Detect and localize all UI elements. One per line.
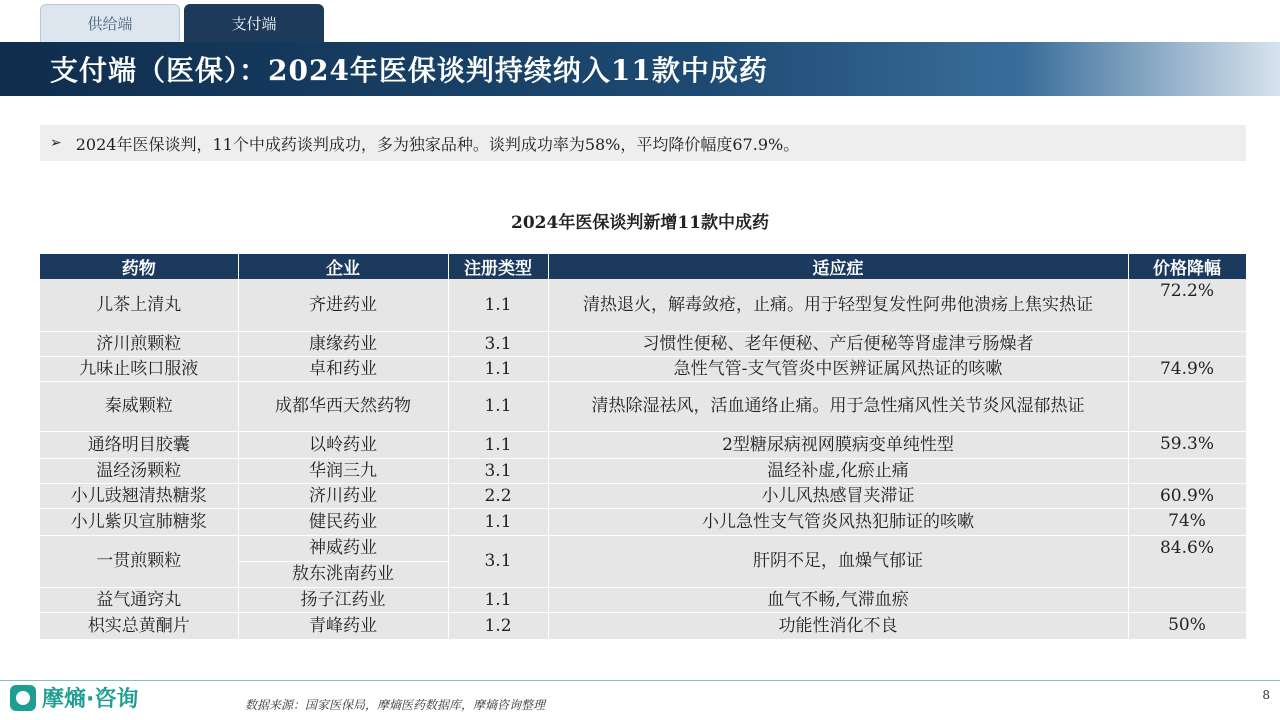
page-number: 8 <box>1262 688 1270 702</box>
cell-indication: 清热除湿祛风，活血通络止痛。用于急性痛风性关节炎风湿郁热证 <box>548 381 1128 431</box>
cell-price: 72.2% <box>1128 279 1246 331</box>
cell-type: 1.1 <box>448 279 548 331</box>
cell-indication: 血气不畅,气滞血瘀 <box>548 587 1128 612</box>
cell-indication: 2型糖尿病视网膜病变单纯性型 <box>548 431 1128 458</box>
logo-icon <box>10 685 36 711</box>
cell-type: 1.1 <box>448 356 548 381</box>
cell-type: 3.1 <box>448 331 548 356</box>
cell-type: 3.1 <box>448 458 548 483</box>
cell-drug: 儿茶上清丸 <box>40 279 238 331</box>
header-price: 价格降幅 <box>1128 254 1246 279</box>
table-row <box>40 458 1246 483</box>
cell-indication: 小儿急性支气管炎风热犯肺证的咳嗽 <box>548 508 1128 535</box>
cell-company: 华润三九 <box>238 458 448 483</box>
cell-type: 1.1 <box>448 431 548 458</box>
cell-price: 50% <box>1128 612 1246 639</box>
footer-divider <box>0 680 1280 681</box>
cell-company: 扬子江药业 <box>238 587 448 612</box>
title-bar <box>0 42 1280 96</box>
cell-indication: 温经补虚,化瘀止痛 <box>548 458 1128 483</box>
cell-indication: 清热退火，解毒敛疮，止痛。用于轻型复发性阿弗他溃疡上焦实热证 <box>548 279 1128 331</box>
cell-company: 神威药业 <box>238 535 448 561</box>
data-source-note: 数据来源：国家医保局，摩熵医药数据库，摩熵咨询整理 <box>245 698 546 712</box>
cell-drug: 枳实总黄酮片 <box>40 612 238 639</box>
header-drug: 药物 <box>40 254 238 279</box>
summary-text: 2024年医保谈判，11个中成药谈判成功，多为独家品种。谈判成功率为58%，平均降价幅度67.9%。 <box>75 134 800 154</box>
cell-price <box>1128 587 1246 612</box>
cell-drug: 小儿豉翘清热糖浆 <box>40 483 238 508</box>
cell-company: 济川药业 <box>238 483 448 508</box>
cell-company: 健民药业 <box>238 508 448 535</box>
cell-company: 卓和药业 <box>238 356 448 381</box>
cell-company: 以岭药业 <box>238 431 448 458</box>
cell-drug: 济川煎颗粒 <box>40 331 238 356</box>
cell-company: 成都华西天然药物 <box>238 381 448 431</box>
cell-type: 1.1 <box>448 587 548 612</box>
cell-price <box>1128 458 1246 483</box>
table-row <box>40 331 1246 356</box>
header-company: 企业 <box>238 254 448 279</box>
cell-company: 康缘药业 <box>238 331 448 356</box>
cell-indication: 习惯性便秘、老年便秘、产后便秘等肾虚津亏肠燥者 <box>548 331 1128 356</box>
logo-text: 摩熵·咨询 <box>42 687 139 712</box>
cell-drug: 通络明目胶囊 <box>40 431 238 458</box>
header-type: 注册类型 <box>448 254 548 279</box>
bullet-arrow-icon: ➢ <box>50 135 62 151</box>
cell-indication: 肝阴不足，血燥气郁证 <box>548 535 1128 587</box>
cell-company: 齐进药业 <box>238 279 448 331</box>
cell-drug: 温经汤颗粒 <box>40 458 238 483</box>
cell-price <box>1128 331 1246 356</box>
table-row <box>40 431 1246 458</box>
cell-price: 74% <box>1128 508 1246 535</box>
cell-drug: 小儿紫贝宣肺糖浆 <box>40 508 238 535</box>
tab-supply[interactable]: 供给端 <box>40 4 180 42</box>
table-header-row <box>40 254 1246 279</box>
cell-type: 2.2 <box>448 483 548 508</box>
cell-type: 1.1 <box>448 381 548 431</box>
cell-type: 3.1 <box>448 535 548 587</box>
cell-indication: 小儿风热感冒夹滞证 <box>548 483 1128 508</box>
cell-indication: 功能性消化不良 <box>548 612 1128 639</box>
cell-drug: 益气通窍丸 <box>40 587 238 612</box>
cell-type: 1.1 <box>448 508 548 535</box>
cell-drug: 秦威颗粒 <box>40 381 238 431</box>
cell-price <box>1128 381 1246 431</box>
cell-price: 60.9% <box>1128 483 1246 508</box>
table-row <box>40 508 1246 535</box>
cell-price: 84.6% <box>1128 535 1246 587</box>
cell-indication: 急性气管-支气管炎中医辨证属风热证的咳嗽 <box>548 356 1128 381</box>
drug-table <box>40 254 1247 640</box>
tab-payment[interactable]: 支付端 <box>184 4 324 42</box>
cell-type: 1.2 <box>448 612 548 639</box>
table-row <box>40 587 1246 612</box>
tab-bar <box>40 4 324 42</box>
cell-price: 59.3% <box>1128 431 1246 458</box>
header-indication: 适应症 <box>548 254 1128 279</box>
cell-drug: 九味止咳口服液 <box>40 356 238 381</box>
table-row <box>40 356 1246 381</box>
table-title: 2024年医保谈判新增11款中成药 <box>511 213 769 233</box>
brand-logo <box>10 682 138 713</box>
cell-company: 青峰药业 <box>238 612 448 639</box>
table-row <box>40 381 1246 431</box>
cell-company-secondary: 敖东洮南药业 <box>238 561 448 587</box>
table-row <box>40 483 1246 508</box>
table-row <box>40 612 1246 639</box>
cell-drug: 一贯煎颗粒 <box>40 535 238 587</box>
summary-box <box>40 125 1246 161</box>
page-title: 支付端（医保）：2024年医保谈判持续纳入11款中成药 <box>50 54 768 87</box>
cell-price: 74.9% <box>1128 356 1246 381</box>
table-row <box>40 279 1246 331</box>
table-row <box>40 535 1246 561</box>
